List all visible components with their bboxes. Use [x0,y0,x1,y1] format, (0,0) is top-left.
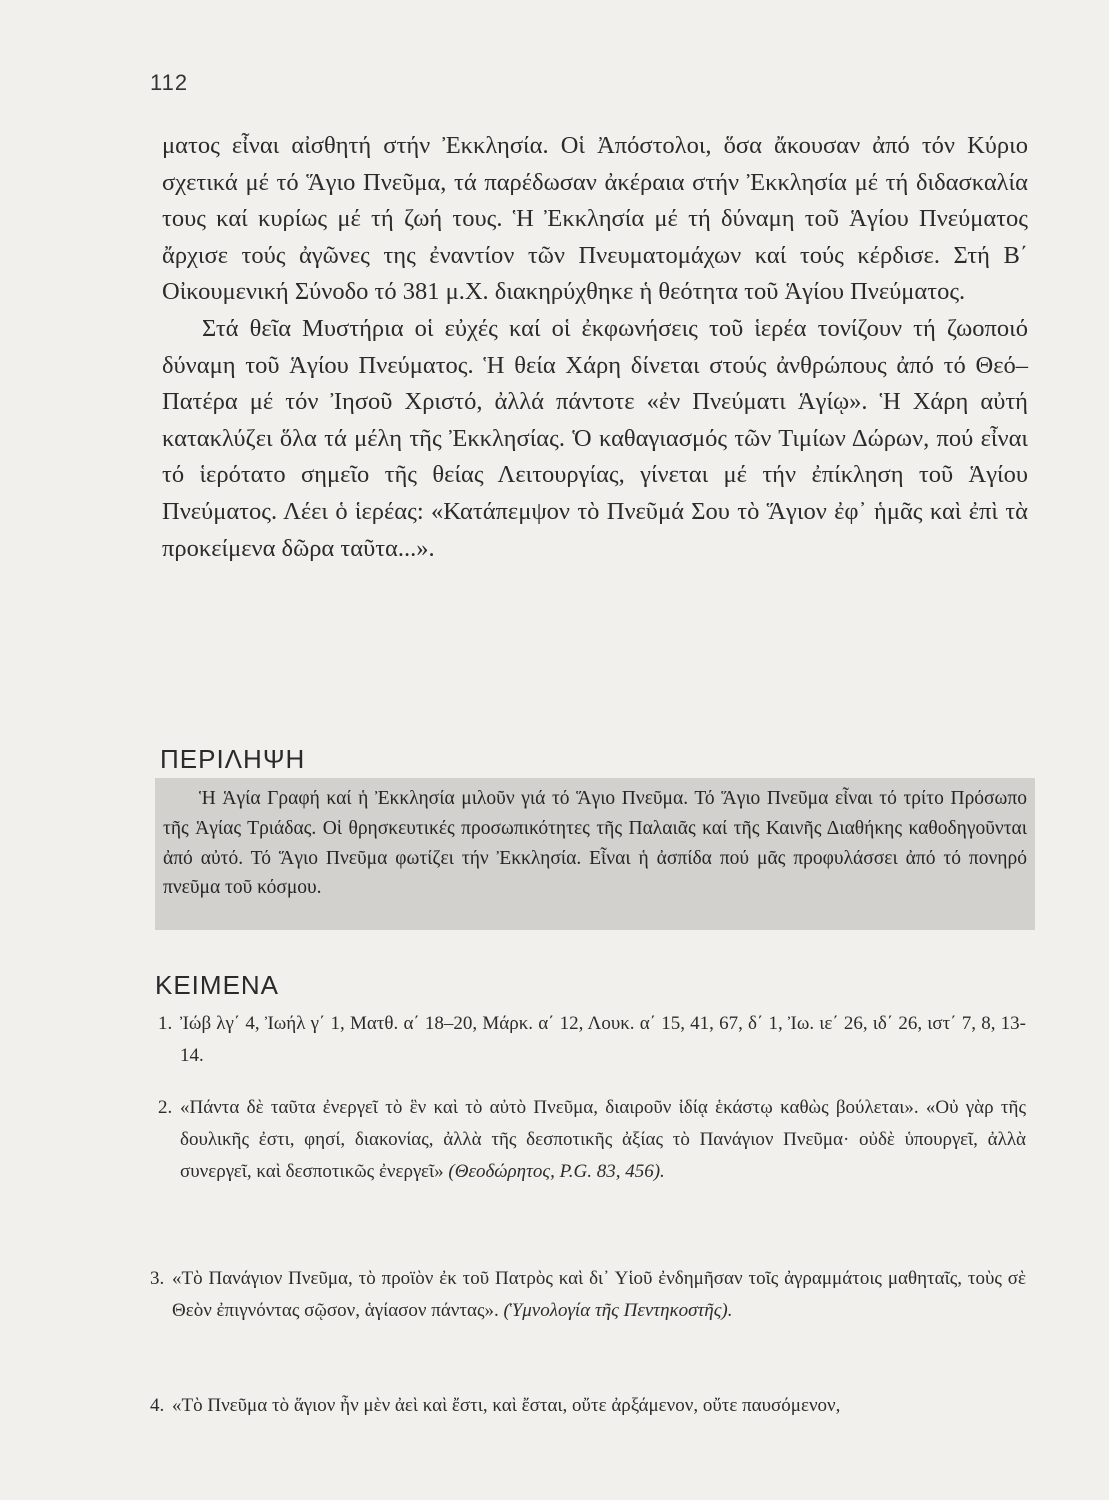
main-body-text [162,128,1028,567]
body-paragraph-1: ματος εἶναι αἰσθητή στήν Ἐκκλησία. Οἱ Ἀπόστολοι, ὅσα ἄκουσαν ἀπό τόν Κύριο σχετικά μέ τό Ἅγιο Πνεῦμα, τά παρέδωσαν ἀκέραια στήν Ἐκκλησία μέ τή διδασκαλία τους καί κυρίως μέ τή ζωή τους. Ἡ Ἐκκλησία μέ τή δύναμη τοῦ Ἁγίου Πνεύματος ἄρχισε τούς ἀγῶνες της ἐναντίον τῶν Πνευματομάχων καί τούς κέρδισε. Στή Β΄ Οἰκουμενική Σύνοδο τό 381 μ.Χ. διακηρύχθηκε ἡ θεότητα τοῦ Ἁγίου Πνεύματος. [162,132,1028,306]
reference-number: 4. [150,1395,165,1416]
body-paragraph-2: Στά θεῖα Μυστήρια οἱ εὐχές καί οἱ ἐκφωνήσεις τοῦ ἱερέα τονίζουν τή ζωοποιό δύναμη τοῦ Ἁγίου Πνεύματος. Ἡ θεία Χάρη δίνεται στούς ἀνθρώπους ἀπό τό Θεό–Πατέρα μέ τόν Ἰησοῦ Χριστό, ἀλλά πάντοτε «ἐν Πνεύματι Ἁγίῳ». Ἡ Χάρη αὐτή κατακλύζει ὅλα τά μέλη τῆς Ἐκκλησίας. Ὁ καθαγιασμός τῶν Τιμίων Δώρων, πού εἶναι τό ἱερότατο σημεῖο τῆς θείας Λειτουργίας, γίνεται μέ τήν ἐπίκληση τοῦ Ἁγίου Πνεύματος. Λέει ὁ ἱερέας: «Κατάπεμψον τὸ Πνεῦμά Σου τὸ Ἅγιον ἐφ᾽ ἡμᾶς καὶ ἐπὶ τὰ προκείμενα δῶρα ταῦτα...». [162,314,1028,562]
reference-text: Ἰώβ λγ΄ 4, Ἰωήλ γ΄ 1, Ματθ. α΄ 18–20, Μάρκ. α΄ 12, Λουκ. α΄ 15, 41, 67, δ΄ 1, Ἰω. ιε΄ 26, ιδ΄ 26, ιστ΄ 7, 8, 13-14. [180,1013,1026,1066]
reference-citation: (Θεοδώρητος, P.G. 83, 456). [448,1161,665,1182]
reference-text: «Τὸ Πανάγιον Πνεῦμα, τὸ προϊὸν ἐκ τοῦ Πατρὸς καὶ δι᾽ Υἱοῦ ἐνδημῆσαν τοῖς ἀγραμμάτοις μαθηταῖς, τοὺς σὲ Θεὸν ἐπιγνόντας σῷσον, ἁγίασον πάντας». [172,1268,1026,1321]
reference-item-4 [150,1390,1026,1422]
reference-number: 1. [158,1013,173,1034]
summary-text-block [163,784,1027,903]
reference-item-2 [158,1092,1026,1188]
reference-item-3 [150,1263,1026,1327]
reference-number: 2. [158,1097,173,1118]
reference-number: 3. [150,1268,165,1289]
texts-heading: ΚΕΙΜΕΝΑ [155,970,280,1000]
reference-citation: (Ὑμνολογία τῆς Πεντηκοστῆς). [503,1300,733,1321]
page-number: 112 [150,70,189,95]
reference-text: «Τὸ Πνεῦμα τὸ ἅγιον ἦν μὲν ἀεὶ καὶ ἔστι, καὶ ἔσται, οὔτε ἀρξάμενον, οὔτε παυσόμενον, [172,1395,841,1416]
reference-text: «Πάντα δὲ ταῦτα ἐνεργεῖ τὸ ἓν καὶ τὸ αὐτὸ Πνεῦμα, διαιροῦν ἰδίᾳ ἑκάστῳ καθὼς βούλεται». «Οὐ γὰρ τῆς δουλικῆς ἐστι, φησί, διακονίας, ἀλλὰ τῆς δεσποτικῆς ἀξίας τὸ Πανάγιον Πνεῦμα· οὐδὲ ὑπουργεῖ, ἀλλὰ συνεργεῖ, καὶ δεσποτικῶς ἐνεργεῖ» [180,1097,1026,1182]
summary-paragraph: Ἡ Ἁγία Γραφή καί ἡ Ἐκκλησία μιλοῦν γιά τό Ἅγιο Πνεῦμα. Τό Ἅγιο Πνεῦμα εἶναι τό τρίτο Πρόσωπο τῆς Ἁγίας Τριάδας. Οἱ θρησκευτικές προσωπικότητες τῆς Παλαιᾶς καί τῆς Καινῆς Διαθήκης καθοδηγοῦνται ἀπό αὐτό. Τό Ἅγιο Πνεῦμα φωτίζει τήν Ἐκκλησία. Εἶναι ἡ ἀσπίδα πού μᾶς προφυλάσσει ἀπό τό πονηρό πνεῦμα τοῦ κόσμου. [163,788,1027,899]
reference-item-1 [158,1008,1026,1072]
summary-heading: ΠΕΡΙΛΗΨΗ [160,744,306,774]
